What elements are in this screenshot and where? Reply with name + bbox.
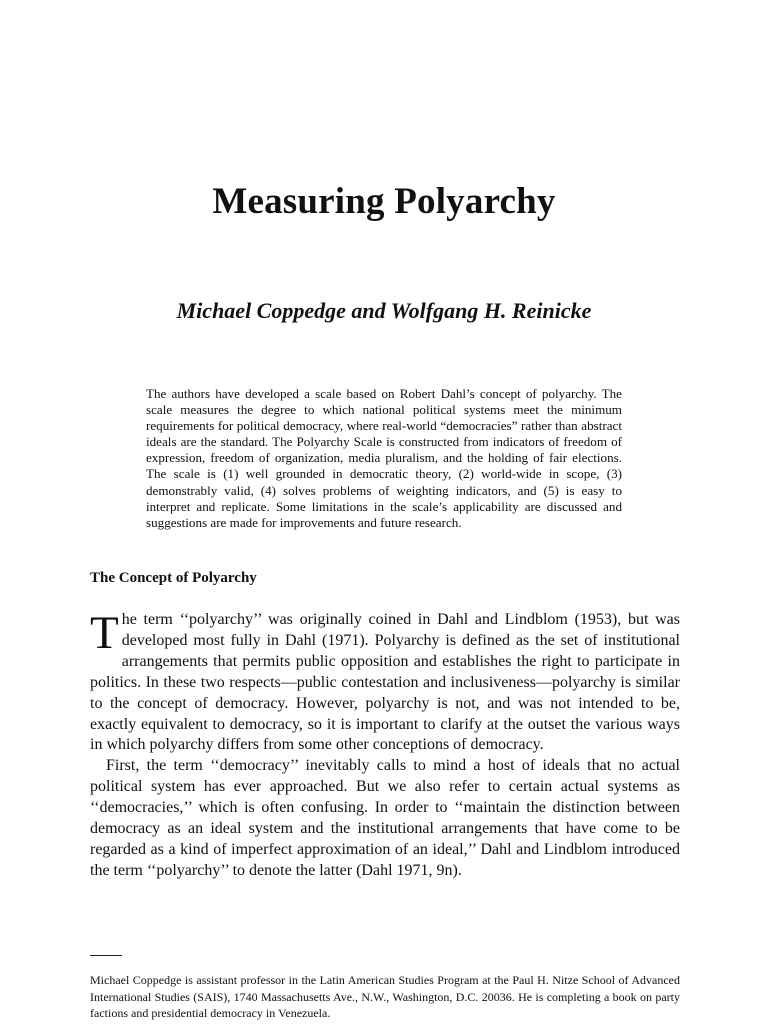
article-abstract: The authors have developed a scale based on Robert Dahl’s concept of polyarchy. The scale measures the degree to which national political systems meet the minimum requirements for political democracy, where real-world “democracies” rather than abstract ideals are the standard. The Polyarchy Scale is constructed from indicators of freedom of expression, freedom of organization, media pluralism, and the holding of fair elections. The scale is (1) well grounded in democratic theory, (2) world-wide in scope, (3) demonstrably valid, (4) solves problems of weighting indicators, and (5) is easy to interpret and replicate. Some limitations in the scale’s applicability are discussed and suggestions are made for improvements and future research. [146, 386, 622, 530]
section-heading: The Concept of Polyarchy [90, 570, 257, 586]
paragraph-2: First, the term ‘‘democracy’’ inevitably calls to mind a host of ideals that no actual political system has ever approached. But we also refer to certain actual systems as ‘‘democracies,’’ which is often confusing. In order to ‘‘maintain the distinction between democracy as an ideal system and the institutional arrangements that have come to be regarded as a kind of imperfect approximation of an ideal,’’ Dahl and Lindblom introduced the term ‘‘polyarchy’’ to denote the latter (Dahl 1971, 9n). [90, 757, 680, 879]
drop-cap: T [90, 607, 119, 659]
article-title: Measuring Polyarchy [212, 181, 556, 222]
section-body [90, 607, 680, 882]
article-authors: Michael Coppedge and Wolfgang H. Reinicke [176, 298, 592, 323]
author-footnote: Michael Coppedge is assistant professor in the Latin American Studies Program at the Paul H. Nitze School of Advanced International Studies (SAIS), 1740 Massachusetts Ave., N.W., Washington, D.C. 20036. He is completing a book on party factions and presidential democracy in Venezuela. [90, 973, 680, 1020]
paragraph-1 [90, 607, 680, 756]
paragraph-1-text: he term ‘‘polyarchy’’ was originally coined in Dahl and Lindblom (1953), but was developed most fully in Dahl (1971). Polyarchy is defined as the set of institutional arrangements that permits public opposition and establishes the right to participate in politics. In these two respects—public contestation and inclusiveness—polyarchy is similar to the concept of democracy. However, polyarchy is not, and was not intended to be, exactly equivalent to democracy, so it is important to clarify at the outset the various ways in which polyarchy differs from some other conceptions of democracy. [90, 611, 680, 754]
footnote-divider [90, 955, 122, 956]
